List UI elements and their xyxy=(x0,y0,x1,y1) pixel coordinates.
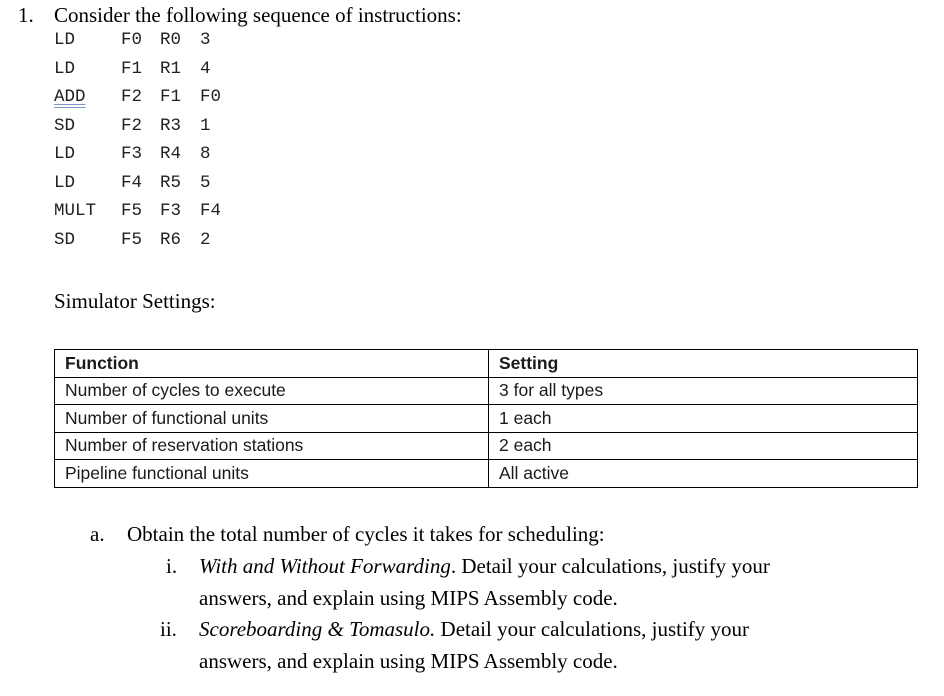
subquestion-i-italic: With and Without Forwarding xyxy=(199,554,451,578)
instruction-line xyxy=(54,197,222,226)
setting-cell: All active xyxy=(489,460,918,488)
operand: 8 xyxy=(200,144,211,164)
instruction-line xyxy=(54,140,211,169)
simulator-settings-title: Simulator Settings: xyxy=(54,289,216,313)
subquestion-a-text: Obtain the total number of cycles it takes for scheduling: xyxy=(127,522,605,546)
opcode: LD xyxy=(54,58,76,79)
operand: F1 xyxy=(121,58,143,79)
subquestion-ii-italic: Scoreboarding & Tomasulo. xyxy=(199,617,436,641)
function-cell: Number of cycles to execute xyxy=(55,377,489,405)
function-cell: Pipeline functional units xyxy=(55,460,489,488)
table-row xyxy=(55,460,918,488)
header-function: Function xyxy=(55,350,489,378)
instruction-line xyxy=(54,169,211,198)
table-row xyxy=(55,377,918,405)
header-setting: Setting xyxy=(489,350,918,378)
operand: 1 xyxy=(200,115,211,136)
question-text: Consider the following sequence of instructions: xyxy=(54,3,462,27)
instruction-line xyxy=(54,226,211,255)
operand: R0 xyxy=(160,30,182,50)
operand: F3 xyxy=(121,144,143,164)
operand: F0 xyxy=(121,30,143,50)
operand: F2 xyxy=(121,115,143,136)
simulator-settings-table xyxy=(54,349,918,488)
operand: R3 xyxy=(160,115,182,136)
subquestion-ii-text xyxy=(199,614,749,646)
table-row xyxy=(55,405,918,433)
opcode: LD xyxy=(54,172,76,193)
operand: F1 xyxy=(160,87,182,107)
subquestion-ii-line2: answers, and explain using MIPS Assembly code. xyxy=(199,649,618,673)
operand: R4 xyxy=(160,144,182,164)
subquestion-ii-label: ii. xyxy=(160,617,177,641)
operand: F3 xyxy=(160,201,182,221)
instruction-list xyxy=(54,26,222,254)
setting-cell: 1 each xyxy=(489,405,918,433)
instruction-line xyxy=(54,26,211,55)
opcode: ADD xyxy=(54,87,86,107)
table-row xyxy=(55,432,918,460)
opcode: LD xyxy=(54,30,76,50)
operand: 2 xyxy=(200,229,211,250)
function-cell: Number of reservation stations xyxy=(55,432,489,460)
subquestion-i-line2: answers, and explain using MIPS Assembly code. xyxy=(199,586,618,610)
operand: F2 xyxy=(121,87,143,107)
opcode: SD xyxy=(54,229,76,250)
setting-cell: 3 for all types xyxy=(489,377,918,405)
instruction-line xyxy=(54,55,211,84)
operand: F4 xyxy=(121,172,143,193)
subquestion-i-rest: . Detail your calculations, justify your xyxy=(450,554,770,578)
function-cell: Number of functional units xyxy=(55,405,489,433)
opcode: SD xyxy=(54,115,76,136)
operand: 5 xyxy=(200,172,211,193)
subquestion-i-text xyxy=(199,551,770,583)
setting-cell: 2 each xyxy=(489,432,918,460)
opcode: LD xyxy=(54,144,76,164)
operand: 3 xyxy=(200,30,211,50)
operand: R6 xyxy=(160,229,182,250)
subquestion-i-label: i. xyxy=(166,554,178,578)
subquestion-ii-rest: Detail your calculations, justify your xyxy=(435,617,750,641)
operand: R5 xyxy=(160,172,182,193)
operand: R1 xyxy=(160,58,182,79)
instruction-line xyxy=(54,112,211,141)
operand: F5 xyxy=(121,201,143,221)
operand: F0 xyxy=(200,87,222,107)
operand: F5 xyxy=(121,229,143,250)
opcode: MULT xyxy=(54,201,97,221)
subquestion-a-label: a. xyxy=(90,522,105,546)
operand: 4 xyxy=(200,58,211,79)
question-number: 1. xyxy=(18,3,34,27)
operand: F4 xyxy=(200,201,222,221)
instruction-line xyxy=(54,83,222,112)
table-header-row xyxy=(55,350,918,378)
